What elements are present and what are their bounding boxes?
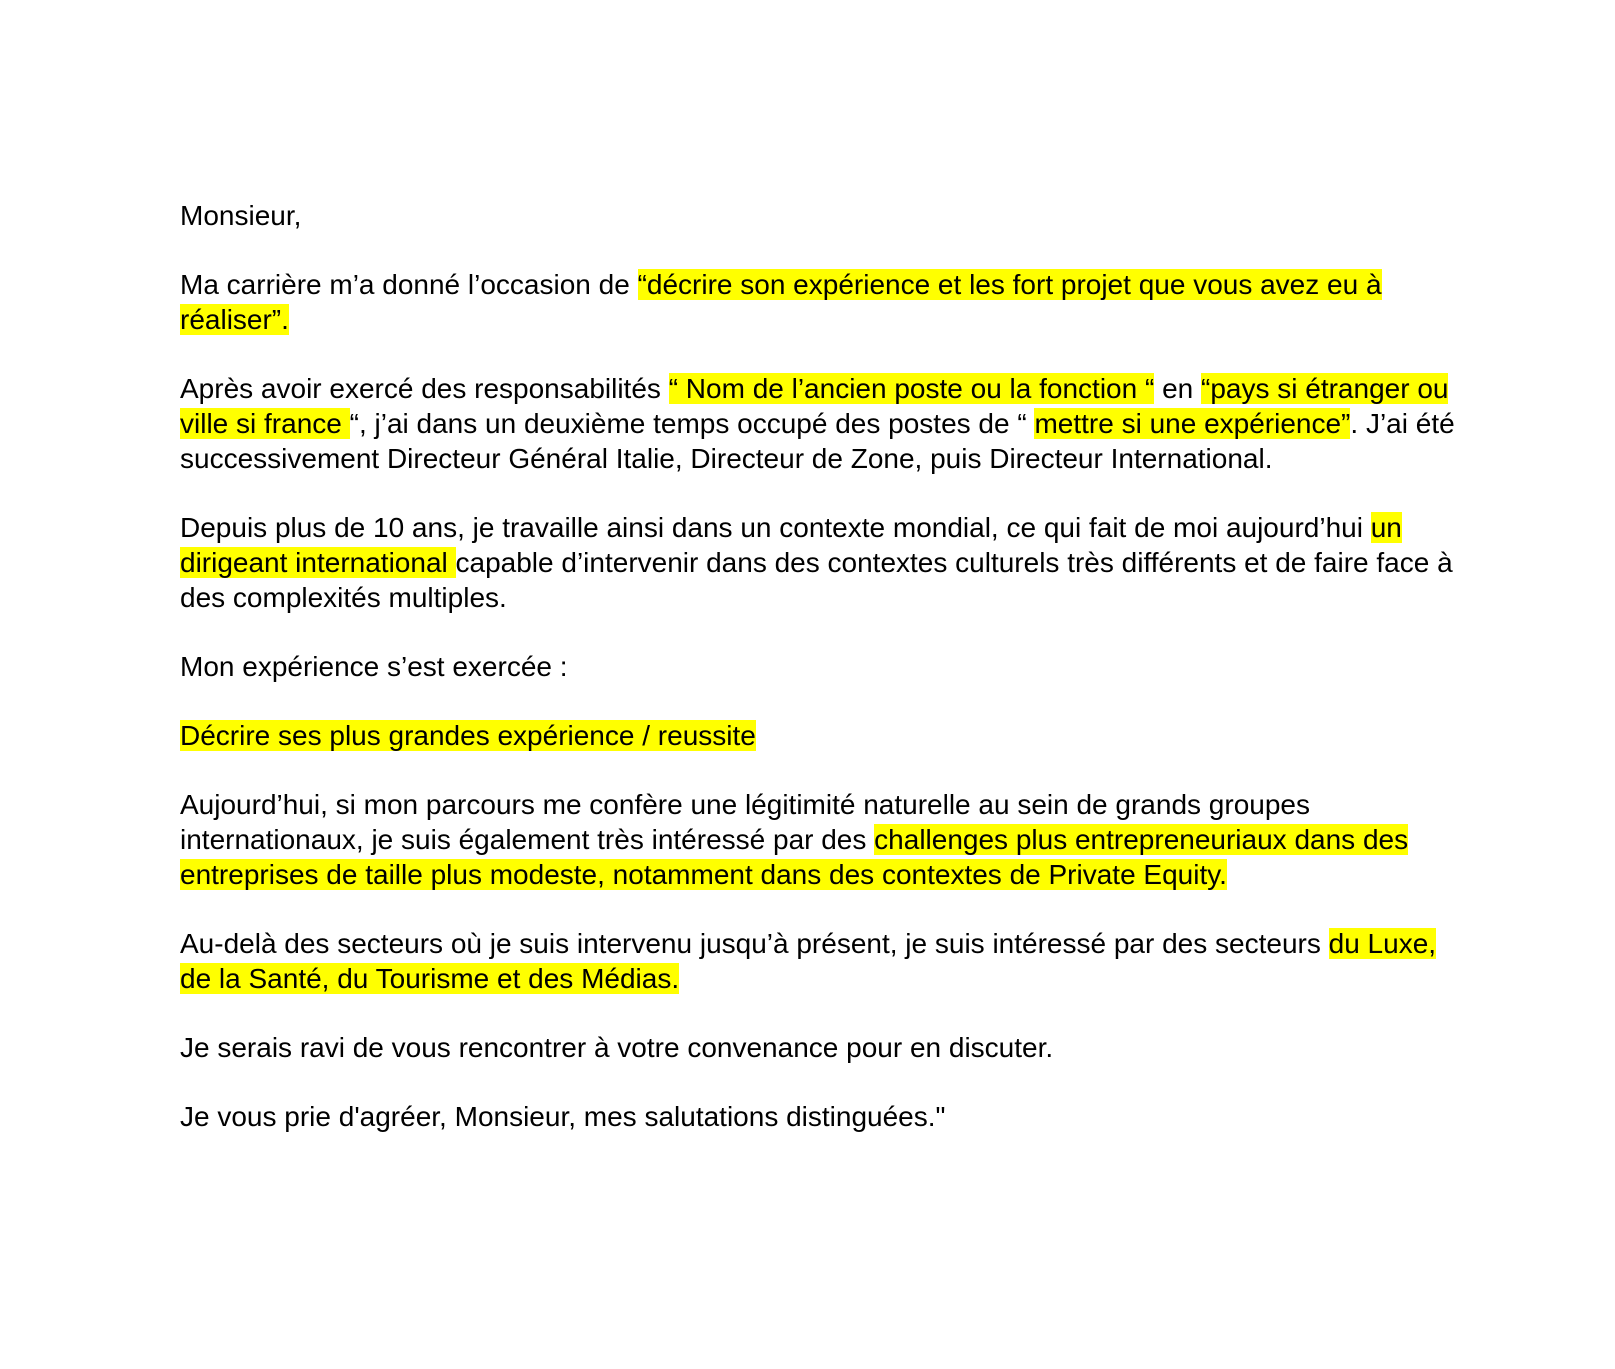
highlighted-placeholder: “décrire son expérience et les fort projet que vous avez eu à réaliser”. xyxy=(180,269,1382,335)
text-run: . J’ai été successivement Directeur Général Italie, Directeur de Zone, puis Directeur International. xyxy=(180,408,1455,474)
paragraph-meeting: Je serais ravi de vous rencontrer à votre convenance pour en discuter. xyxy=(180,1032,1054,1063)
text-run: Ma carrière m’a donné l’occasion de xyxy=(180,269,638,300)
text-run: capable d’intervenir dans des contextes culturels très différents et de faire face à des complexités multiples. xyxy=(180,547,1453,613)
paragraph-career-intro xyxy=(180,267,1470,337)
highlighted-placeholder: Décrire ses plus grandes expérience / reussite xyxy=(180,720,756,751)
highlighted-placeholder: “pays si étranger ou ville si france xyxy=(180,373,1449,439)
highlighted-placeholder: du Luxe, de la Santé, du Tourisme et des Médias. xyxy=(180,928,1437,994)
text-run: Aujourd’hui, si mon parcours me confère une légitimité naturelle au sein de grands groupes internationaux, je suis également très intéressé par des xyxy=(180,789,1310,855)
salutation: Monsieur, xyxy=(180,200,302,231)
cover-letter xyxy=(180,198,1470,1168)
paragraph-responsibilities xyxy=(180,371,1470,476)
highlighted-placeholder: un dirigeant international xyxy=(180,512,1402,578)
paragraph-international-context xyxy=(180,510,1470,615)
highlighted-placeholder: challenges plus entrepreneuriaux dans des entreprises de taille plus modeste, notamment dans des contextes de Private Equity. xyxy=(180,824,1409,890)
closing: Je vous prie d'agréer, Monsieur, mes salutations distinguées." xyxy=(180,1101,946,1132)
paragraph-interests xyxy=(180,787,1470,892)
highlighted-placeholder: mettre si une expérience” xyxy=(1034,408,1351,439)
text-run: Au-delà des secteurs où je suis intervenu jusqu’à présent, je suis intéressé par des secteurs xyxy=(180,928,1329,959)
text-run: Après avoir exercé des responsabilités xyxy=(180,373,669,404)
paragraph-experience-intro: Mon expérience s’est exercée : xyxy=(180,651,568,682)
text-run: “, j’ai dans un deuxième temps occupé des postes de “ xyxy=(349,408,1035,439)
text-run: en xyxy=(1154,373,1201,404)
highlighted-placeholder: “ Nom de l’ancien poste ou la fonction “ xyxy=(668,373,1155,404)
paragraph-experience-placeholder xyxy=(180,718,1470,753)
paragraph-sectors xyxy=(180,926,1470,996)
text-run: Depuis plus de 10 ans, je travaille ainsi dans un contexte mondial, ce qui fait de moi aujourd’hui xyxy=(180,512,1371,543)
